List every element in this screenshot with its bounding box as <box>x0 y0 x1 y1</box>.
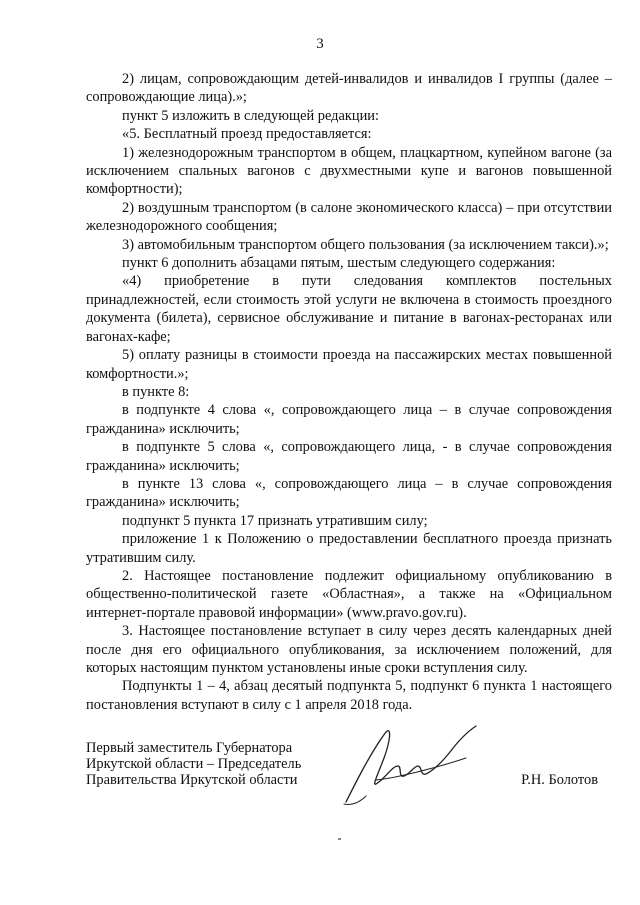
signatory-title-line: Иркутской области – Председатель <box>86 756 302 772</box>
signatory-name: Р.Н. Болотов <box>521 772 598 788</box>
handwritten-signature-icon <box>326 722 496 812</box>
paragraph: приложение 1 к Положению о предоставлении бесплатного проезда признать утратившим силу. <box>86 531 612 566</box>
paragraph: 1) железнодорожным транспортом в общем, плацкартном, купейном вагоне (за исключением спальных вагонов с двухместными купе и вагонов повышенной комфортности); <box>86 144 612 198</box>
document-body <box>86 70 612 714</box>
paragraph: в пункте 8: <box>122 383 190 400</box>
signatory-title-line: Правительства Иркутской области <box>86 772 298 788</box>
paragraph: в подпункте 5 слова «, сопровождающего лица, - в случае сопровождения гражданина» исключить; <box>86 439 612 474</box>
scan-speck <box>338 838 341 840</box>
page-number: 3 <box>316 36 324 52</box>
paragraph: пункт 6 дополнить абзацами пятым, шестым следующего содержания: <box>122 255 556 272</box>
paragraph: 3. Настоящее постановление вступает в силу через десять календарных дней после дня его официального опубликования, за исключением положений, для которых настоящим пунктом установлены иные сроки вступления силу. <box>86 623 612 676</box>
signature-block <box>86 740 612 820</box>
paragraph: подпункт 5 пункта 17 признать утратившим силу; <box>122 512 428 529</box>
paragraph: 2) воздушным транспортом (в салоне экономического класса) – при отсутствии железнодорожного сообщения; <box>86 199 612 235</box>
paragraph: пункт 5 изложить в следующей редакции: <box>122 107 379 124</box>
paragraph: 2) лицам, сопровождающим детей-инвалидов и инвалидов I группы (далее – сопровождающие лица).»; <box>86 71 612 106</box>
paragraph: Подпункты 1 – 4, абзац десятый подпункта 5, подпункт 6 пункта 1 настоящего постановления вступают в силу с 1 апреля 2018 года. <box>86 678 612 713</box>
signatory-title-line: Первый заместитель Губернатора <box>86 740 293 756</box>
paragraph: 5) оплату разницы в стоимости проезда на пассажирских местах повышенной комфортности.»; <box>86 347 612 382</box>
paragraph: в пункте 13 слова «, сопровождающего лица – в случае сопровождения гражданина» исключить; <box>86 475 612 511</box>
paragraph: 3) автомобильным транспортом общего пользования (за исключением такси).»; <box>122 236 609 253</box>
paragraph: «4) приобретение в пути следования комплектов постельных принадлежностей, если стоимость этой услуги не включена в стоимость проездного документа (билета), сервисное обслуживание и питание в вагонах-ресторанах или вагонах-кафе; <box>86 273 612 345</box>
paragraph: в подпункте 4 слова «, сопровождающего лица – в случае сопровождения гражданина» исключить; <box>86 402 612 437</box>
paragraph: 2. Настоящее постановление подлежит официальному опубликованию в общественно-политической газете «Областная», а также на «Официальном интернет-портале правовой информации» (www.pravo.gov.ru). <box>86 567 612 621</box>
paragraph: «5. Бесплатный проезд предоставляется: <box>122 126 372 143</box>
